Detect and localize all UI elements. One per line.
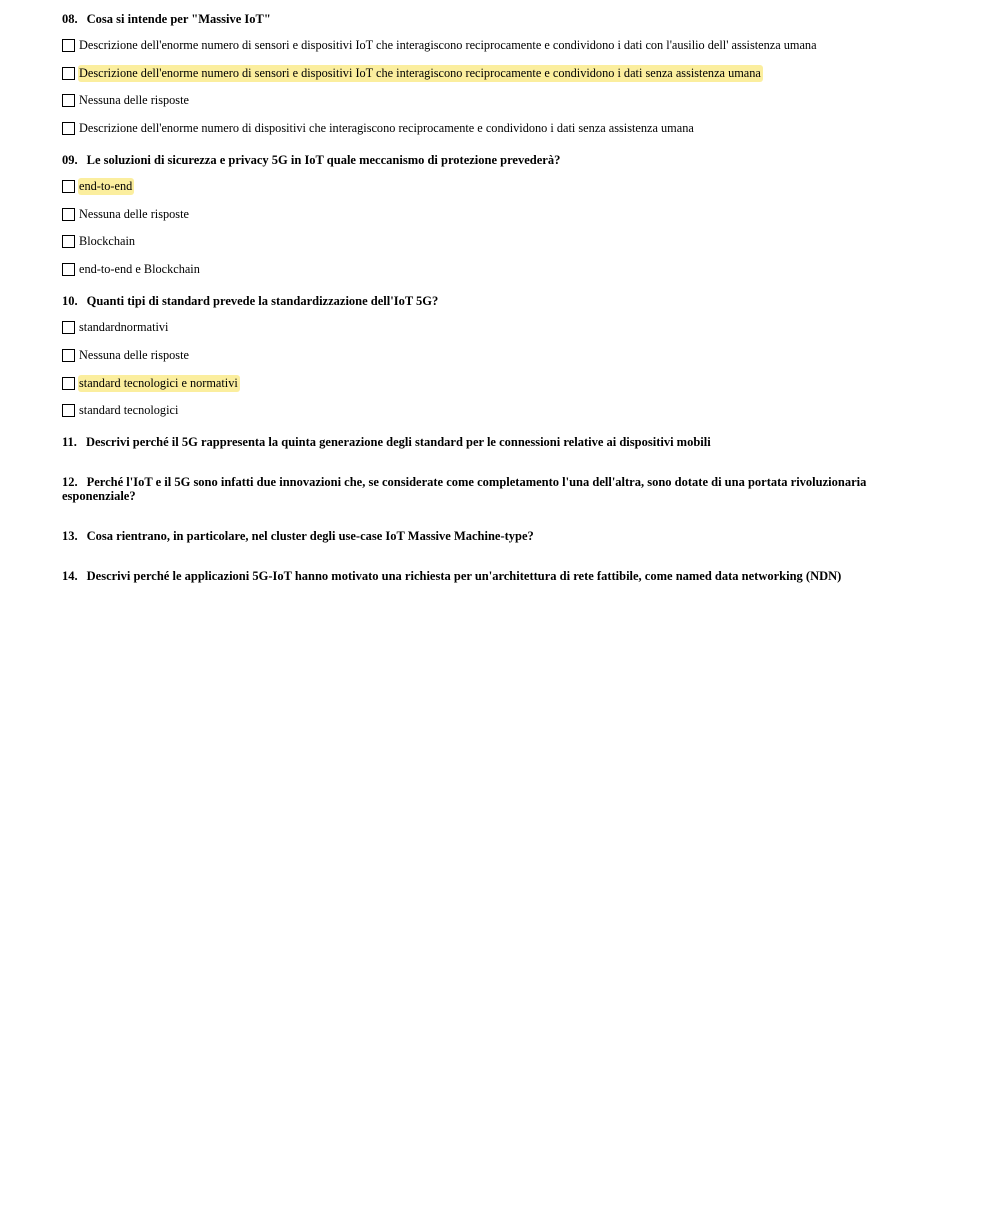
- question-text: Descrivi perché le applicazioni 5G-IoT hanno motivato una richiesta per un'architettura di rete fattibile, come named data networking (NDN): [86, 569, 842, 584]
- question-text: Perché l'IoT e il 5G sono infatti due innovazioni che, se considerate come completamento l'una dell'altra, sono dotate di una portata rivoluzionaria esponenziale?: [62, 475, 867, 504]
- option[interactable]: [62, 402, 942, 419]
- question-12: [62, 475, 942, 503]
- question-number: 11.: [62, 435, 77, 450]
- question-number: 08.: [62, 12, 78, 26]
- checkbox[interactable]: [62, 377, 75, 390]
- question-08: [62, 12, 942, 137]
- question-10: [62, 294, 942, 419]
- option[interactable]: [62, 261, 942, 278]
- question-title: [62, 294, 942, 308]
- checkbox[interactable]: [62, 94, 75, 107]
- checkbox[interactable]: [62, 404, 75, 417]
- checkbox[interactable]: [62, 208, 75, 221]
- checkbox[interactable]: [62, 263, 75, 276]
- option[interactable]: [62, 375, 942, 392]
- question-title: [62, 569, 942, 583]
- option[interactable]: [62, 233, 942, 250]
- question-09: [62, 153, 942, 278]
- option[interactable]: [62, 65, 942, 82]
- question-number: 14.: [62, 569, 78, 584]
- question-13: [62, 529, 942, 543]
- question-title: [62, 435, 942, 449]
- checkbox[interactable]: [62, 321, 75, 334]
- option[interactable]: [62, 92, 942, 109]
- option-label-highlighted: Descrizione dell'enorme numero di sensori e dispositivi IoT che interagiscono reciprocamente e condividono i dati senza assistenza umana: [79, 65, 761, 80]
- option-label: standard tecnologici: [79, 403, 179, 418]
- question-text: Cosa rientrano, in particolare, nel cluster degli use-case IoT Massive Machine-type?: [86, 529, 534, 544]
- checkbox[interactable]: [62, 235, 75, 248]
- option-label: standardnormativi: [79, 320, 169, 335]
- checkbox[interactable]: [62, 39, 75, 52]
- checkbox[interactable]: [62, 349, 75, 362]
- option-label: Nessuna delle risposte: [79, 347, 189, 362]
- question-number: 13.: [62, 529, 78, 544]
- option[interactable]: [62, 347, 942, 364]
- checkbox[interactable]: [62, 67, 75, 80]
- option-label-highlighted: end-to-end: [79, 179, 133, 194]
- option-label: Descrizione dell'enorme numero di sensori e dispositivi IoT che interagiscono reciprocamente e condividono i dati con l'ausilio dell' assistenza umana: [79, 38, 817, 52]
- option[interactable]: [62, 120, 942, 137]
- question-title: [62, 529, 942, 543]
- option-label: Nessuna delle risposte: [79, 206, 189, 221]
- option-label: Blockchain: [79, 234, 136, 249]
- question-title: [62, 475, 942, 503]
- question-text: Descrivi perché il 5G rappresenta la quinta generazione degli standard per le connessioni relative ai dispositivi mobili: [85, 435, 711, 450]
- question-number: 12.: [62, 475, 78, 490]
- question-14: [62, 569, 942, 583]
- checkbox[interactable]: [62, 180, 75, 193]
- option[interactable]: [62, 37, 942, 54]
- question-11: [62, 435, 942, 449]
- option-label: end-to-end e Blockchain: [79, 262, 200, 277]
- checkbox[interactable]: [62, 122, 75, 135]
- question-number: 09.: [62, 153, 78, 168]
- question-text: Quanti tipi di standard prevede la standardizzazione dell'IoT 5G?: [86, 294, 439, 309]
- quiz-page: [62, 12, 942, 609]
- option-label: Descrizione dell'enorme numero di dispositivi che interagiscono reciprocamente e condividono i dati senza assistenza umana: [79, 121, 694, 136]
- option-label: Nessuna delle risposte: [79, 93, 189, 108]
- question-number: 10.: [62, 294, 78, 309]
- question-text: Cosa si intende per "Massive IoT": [86, 12, 271, 26]
- option[interactable]: [62, 319, 942, 336]
- question-title: [62, 12, 942, 26]
- option-label-highlighted: standard tecnologici e normativi: [79, 375, 238, 390]
- option[interactable]: [62, 178, 942, 195]
- question-text: Le soluzioni di sicurezza e privacy 5G in IoT quale meccanismo di protezione prevederà?: [86, 153, 561, 168]
- question-title: [62, 153, 942, 167]
- option[interactable]: [62, 206, 942, 223]
